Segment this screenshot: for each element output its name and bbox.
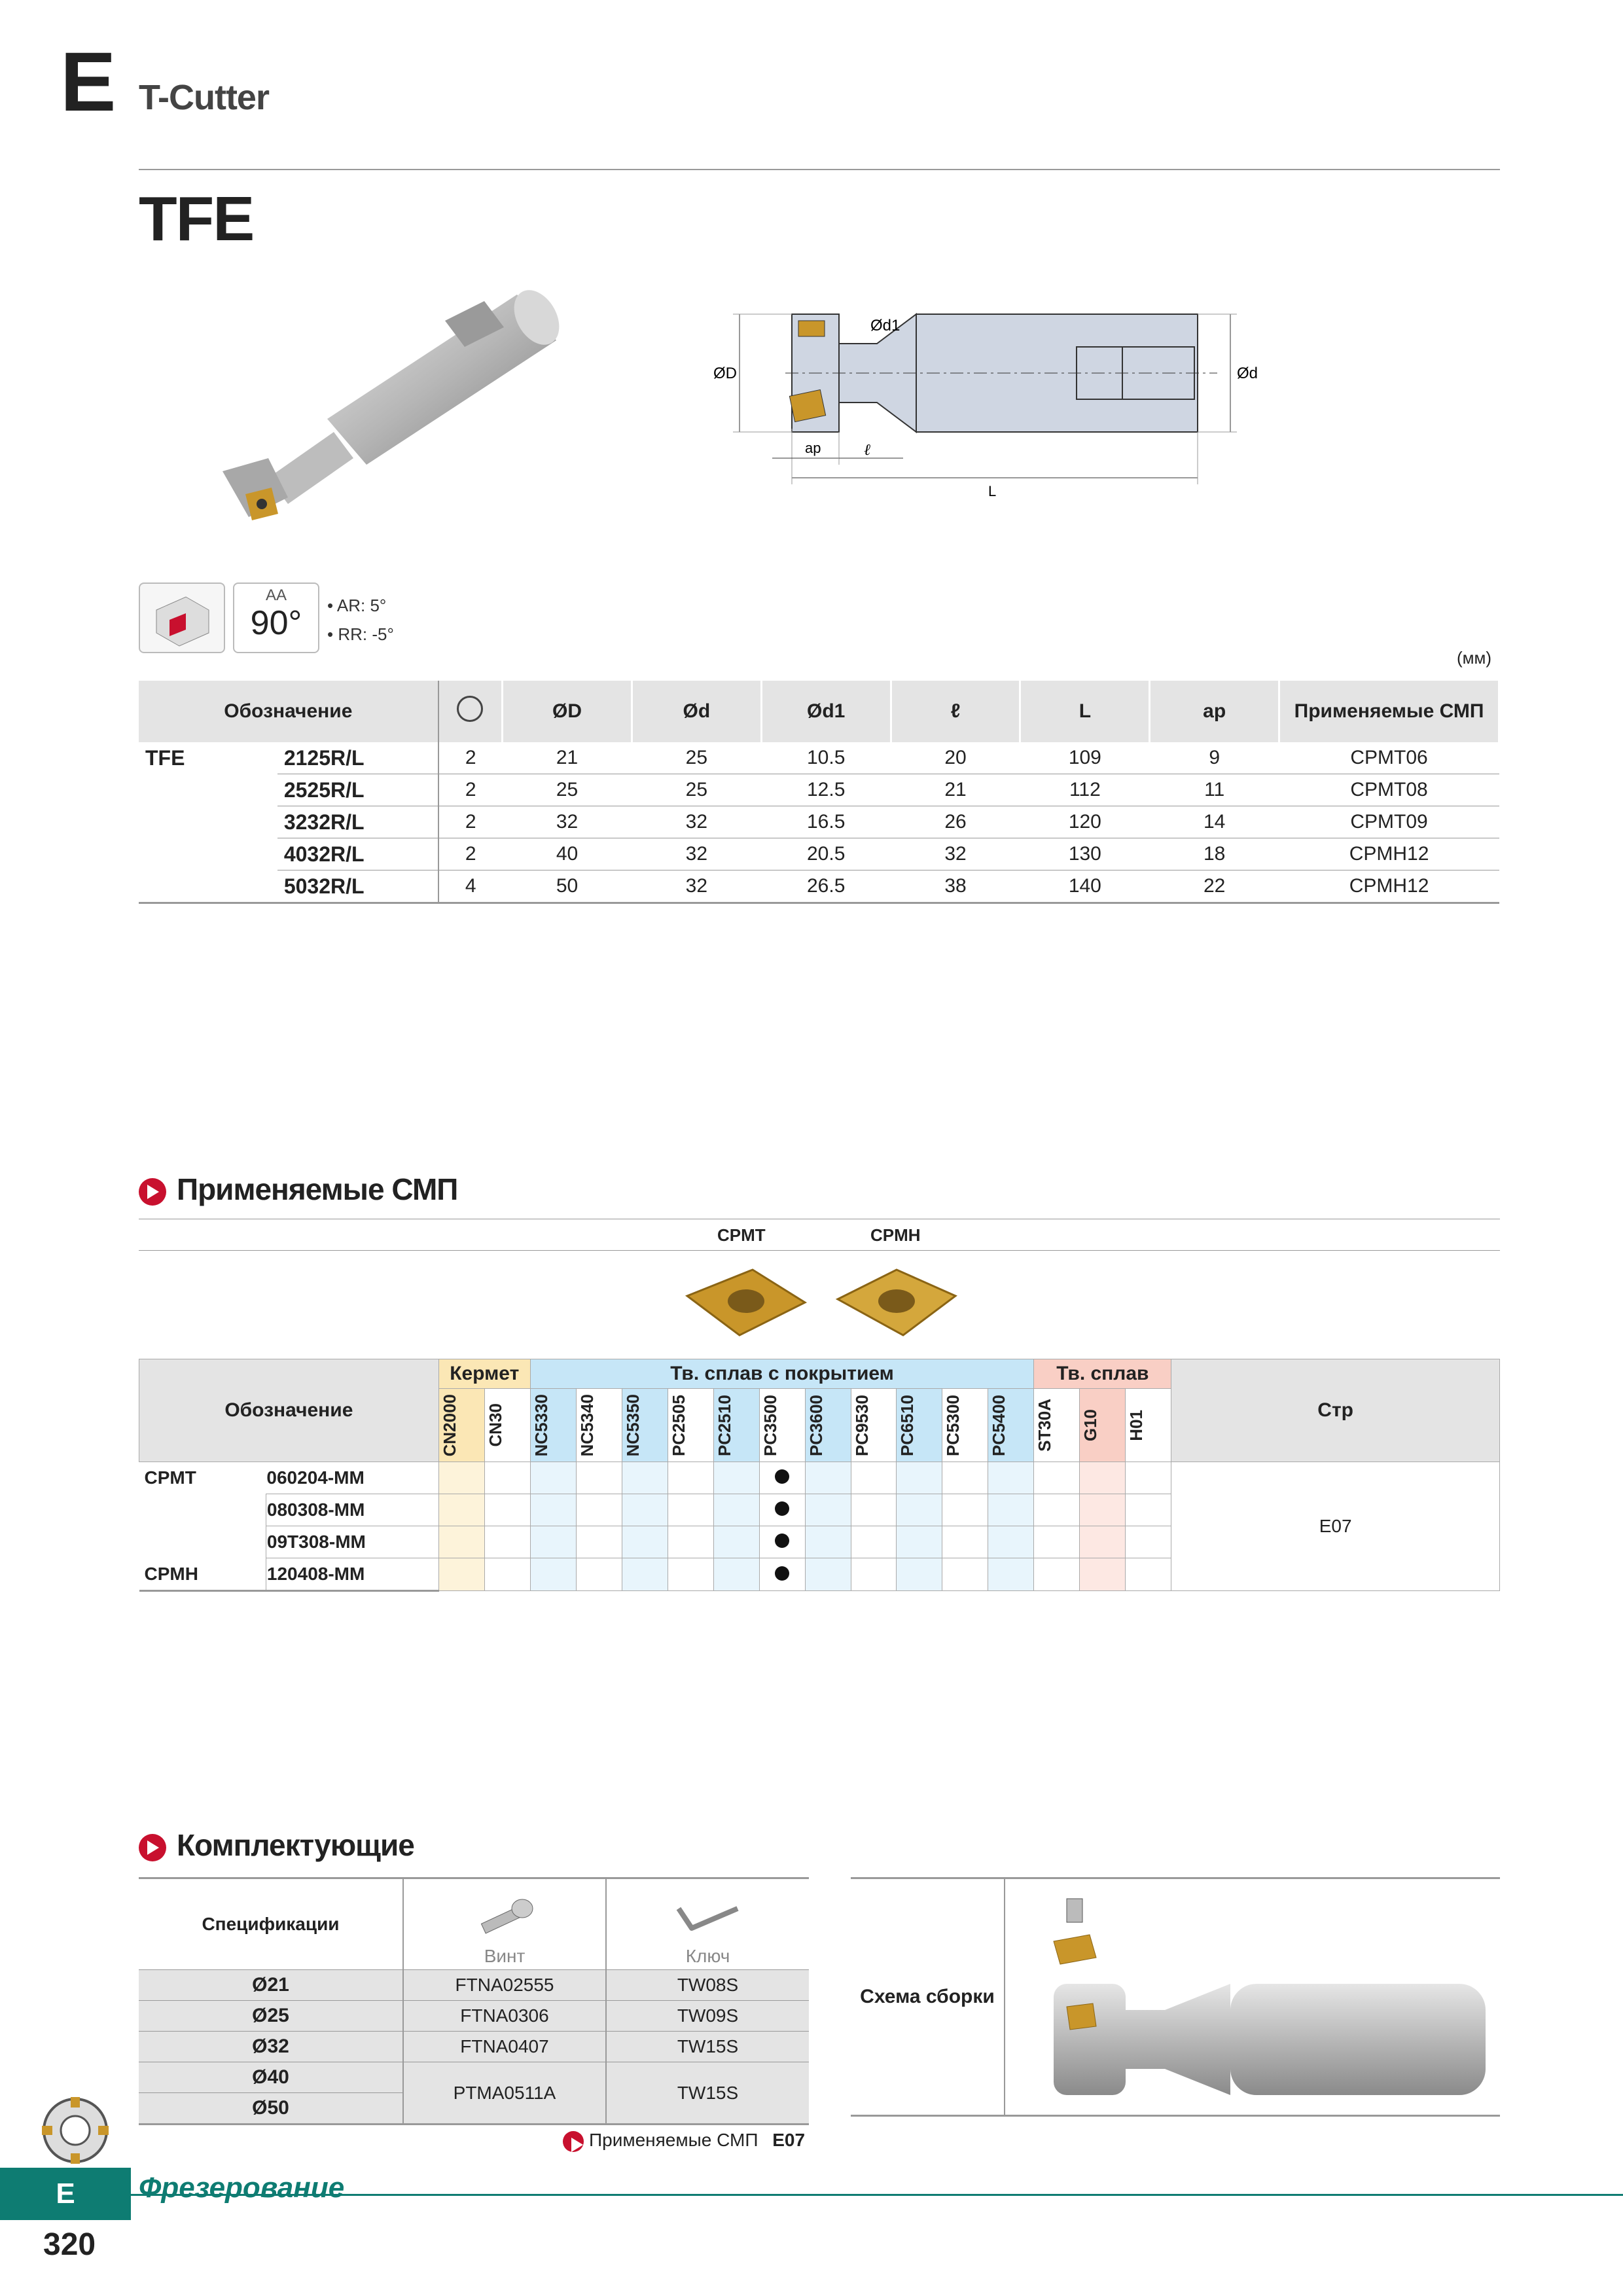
group-coated-carbide: Тв. сплав с покрытием xyxy=(530,1359,1034,1389)
hex-key-icon xyxy=(672,1895,744,1941)
arrow-circle-icon xyxy=(139,1834,166,1861)
cell: 4 xyxy=(438,870,503,903)
cell: 32 xyxy=(632,838,761,870)
cell: 10.5 xyxy=(761,742,891,774)
insert-family: CPMT xyxy=(144,1467,196,1488)
insert-image-cpmt xyxy=(681,1263,812,1342)
col-d: Ød xyxy=(632,681,761,742)
grade-label: PC9530 xyxy=(851,1394,872,1456)
grade-label: ST30A xyxy=(1035,1399,1055,1452)
parts-title-text: Комплектующие xyxy=(177,1828,414,1862)
svg-text:ØD: ØD xyxy=(713,365,737,382)
assembly-panel xyxy=(851,1877,1500,2117)
header-divider xyxy=(139,169,1500,170)
cell: 25 xyxy=(632,742,761,774)
cell: 12.5 xyxy=(761,774,891,806)
screw-header xyxy=(403,1878,606,1970)
key-label: Ключ xyxy=(685,1946,730,1966)
cell: 11 xyxy=(1150,774,1279,806)
chapter-letter: E xyxy=(60,35,116,129)
insert-type-cpmh: CPMH xyxy=(870,1225,921,1245)
page-ref[interactable]: E07 xyxy=(1171,1462,1500,1591)
divider xyxy=(139,1250,1500,1251)
product-title: TFE xyxy=(139,184,254,254)
cell: 2 xyxy=(438,774,503,806)
cell: 22 xyxy=(1150,870,1279,903)
insert-code: 120408-MM xyxy=(266,1558,438,1591)
key-header xyxy=(606,1878,809,1970)
col-designation: Обозначение xyxy=(139,1359,439,1462)
cell: CPMT09 xyxy=(1279,806,1499,838)
table-row xyxy=(139,774,1499,806)
insert-code: 080308-MM xyxy=(266,1494,438,1526)
key-cell: TW09S xyxy=(606,2001,809,2032)
grade-label: PC5300 xyxy=(943,1394,963,1456)
section-name: Фрезерование xyxy=(139,2172,345,2204)
cell: 32 xyxy=(632,806,761,838)
chapter-title: T-Cutter xyxy=(139,78,269,117)
parts-section-title xyxy=(139,1827,414,1863)
arrow-circle-icon xyxy=(563,2131,584,2152)
key-cell: TW08S xyxy=(606,1970,809,2001)
assembly-diagram xyxy=(1014,1892,1492,2102)
availability-dot xyxy=(775,1501,789,1516)
screw-icon xyxy=(475,1895,534,1941)
cell: 20 xyxy=(891,742,1020,774)
availability-dot xyxy=(775,1566,789,1581)
col-L: L xyxy=(1020,681,1150,742)
teeth-count-icon xyxy=(457,696,483,722)
diameter-cell: Ø21 xyxy=(139,1970,403,2001)
assembly-label: Схема сборки xyxy=(851,1879,1005,2115)
code-cell: 3232R/L xyxy=(277,806,438,838)
spec-table xyxy=(139,681,1500,904)
diameter-cell: Ø32 xyxy=(139,2032,403,2062)
diameter-cell: Ø40 xyxy=(139,2062,403,2093)
cell: 21 xyxy=(891,774,1020,806)
table-row xyxy=(139,1462,1500,1494)
cell: 140 xyxy=(1020,870,1150,903)
insert-image-cpmh xyxy=(831,1263,962,1342)
insert-family xyxy=(139,1526,266,1558)
shoulder-milling-icon xyxy=(139,583,225,653)
family-cell: TFE xyxy=(145,745,185,770)
technical-drawing xyxy=(707,301,1296,517)
rr-note: • RR: -5° xyxy=(327,624,394,644)
cell: 14 xyxy=(1150,806,1279,838)
page-number: 320 xyxy=(43,2227,96,2262)
col-D: ØD xyxy=(503,681,632,742)
cell: 20.5 xyxy=(761,838,891,870)
grade-label: G10 xyxy=(1080,1408,1101,1442)
cell: 32 xyxy=(503,806,632,838)
cell: 109 xyxy=(1020,742,1150,774)
grade-label: PC5400 xyxy=(989,1394,1009,1456)
cell: CPMH12 xyxy=(1279,838,1499,870)
cell: 9 xyxy=(1150,742,1279,774)
code-cell: 2125R/L xyxy=(277,742,438,774)
cell: CPMT06 xyxy=(1279,742,1499,774)
col-insert: Применяемые СМП xyxy=(1279,681,1499,742)
cell: 26 xyxy=(891,806,1020,838)
insert-code: 060204-MM xyxy=(266,1462,438,1494)
cell: 38 xyxy=(891,870,1020,903)
grade-label: PC3500 xyxy=(760,1394,780,1456)
cell: 18 xyxy=(1150,838,1279,870)
ar-note: • AR: 5° xyxy=(327,596,387,615)
col-l: ℓ xyxy=(891,681,1020,742)
cell: 2 xyxy=(438,838,503,870)
cell: 21 xyxy=(503,742,632,774)
inserts-title-text: Применяемые СМП xyxy=(177,1172,458,1206)
cell: 2 xyxy=(438,742,503,774)
approach-angle-value: 90° xyxy=(250,604,302,642)
table-row xyxy=(139,838,1499,870)
availability-dot xyxy=(775,1469,789,1484)
col-d1: Ød1 xyxy=(761,681,891,742)
svg-text:L: L xyxy=(988,483,997,499)
inserts-link[interactable] xyxy=(563,2130,805,2152)
col-page: Стр xyxy=(1171,1359,1500,1462)
availability-dot xyxy=(775,1534,789,1548)
spec-header: Спецификации xyxy=(139,1878,403,1970)
grade-label: PC6510 xyxy=(897,1394,918,1456)
grade-label: PC3600 xyxy=(806,1394,826,1456)
link-text: Применяемые СМП xyxy=(589,2130,758,2150)
approach-angle-label: AA xyxy=(265,586,287,604)
screw-cell: FTNA0306 xyxy=(403,2001,606,2032)
cell: 16.5 xyxy=(761,806,891,838)
code-cell: 4032R/L xyxy=(277,838,438,870)
inserts-section-title xyxy=(139,1172,457,1207)
grade-table xyxy=(139,1359,1500,1592)
parts-table xyxy=(139,1877,809,2125)
svg-text:ap: ap xyxy=(805,440,821,456)
key-cell: TW15S xyxy=(606,2032,809,2062)
tool-photo xyxy=(209,268,576,543)
group-cermet: Кермет xyxy=(438,1359,530,1389)
table-row xyxy=(139,1970,809,2001)
unit-label: (мм) xyxy=(1457,648,1492,668)
cell: 112 xyxy=(1020,774,1150,806)
chapter-tab: E xyxy=(0,2168,131,2220)
cell: 2 xyxy=(438,806,503,838)
table-row xyxy=(139,742,1499,774)
diameter-cell: Ø25 xyxy=(139,2001,403,2032)
table-row xyxy=(139,2001,809,2032)
code-cell: 5032R/L xyxy=(277,870,438,903)
grade-label: PC2510 xyxy=(714,1394,734,1456)
key-cell: TW15S xyxy=(606,2062,809,2125)
screw-cell: FTNA02555 xyxy=(403,1970,606,2001)
table-row xyxy=(139,2032,809,2062)
cell: 25 xyxy=(503,774,632,806)
screw-label: Винт xyxy=(484,1946,526,1966)
milling-cutter-icon xyxy=(39,2094,111,2166)
screw-cell: FTNA0407 xyxy=(403,2032,606,2062)
table-row xyxy=(139,2062,809,2093)
insert-type-cpmt: CPMT xyxy=(717,1225,766,1245)
grade-label: NC5350 xyxy=(622,1393,643,1457)
grade-label: H01 xyxy=(1126,1409,1147,1441)
footer-line xyxy=(131,2194,1623,2196)
insert-family xyxy=(139,1494,266,1526)
cell: 120 xyxy=(1020,806,1150,838)
col-teeth xyxy=(438,681,503,742)
svg-text:Ød1: Ød1 xyxy=(870,317,901,334)
insert-code: 09T308-MM xyxy=(266,1526,438,1558)
col-ap: ap xyxy=(1150,681,1279,742)
screw-cell: PTMA0511A xyxy=(403,2062,606,2125)
cell: 32 xyxy=(891,838,1020,870)
arrow-circle-icon xyxy=(139,1178,166,1206)
grade-label: CN2000 xyxy=(439,1393,459,1457)
cell: 25 xyxy=(632,774,761,806)
cell: CPMT08 xyxy=(1279,774,1499,806)
table-row xyxy=(139,870,1499,903)
table-row xyxy=(139,806,1499,838)
insert-family: CPMH xyxy=(139,1558,266,1591)
grade-label: PC2505 xyxy=(668,1394,688,1456)
cell: 50 xyxy=(503,870,632,903)
grade-label: NC5340 xyxy=(577,1393,597,1457)
link-page: E07 xyxy=(772,2130,806,2150)
group-carbide: Тв. сплав xyxy=(1034,1359,1171,1389)
cell: 130 xyxy=(1020,838,1150,870)
col-designation: Обозначение xyxy=(139,681,438,742)
code-cell: 2525R/L xyxy=(277,774,438,806)
approach-angle-badge xyxy=(233,583,319,653)
cell: 40 xyxy=(503,838,632,870)
cell: CPMH12 xyxy=(1279,870,1499,903)
svg-text:ℓ: ℓ xyxy=(864,442,870,459)
grade-label: CN30 xyxy=(485,1403,505,1447)
diameter-cell: Ø50 xyxy=(139,2093,403,2125)
grade-label: NC5330 xyxy=(531,1393,551,1457)
cell: 26.5 xyxy=(761,870,891,903)
cell: 32 xyxy=(632,870,761,903)
svg-text:Ød: Ød xyxy=(1237,365,1258,382)
